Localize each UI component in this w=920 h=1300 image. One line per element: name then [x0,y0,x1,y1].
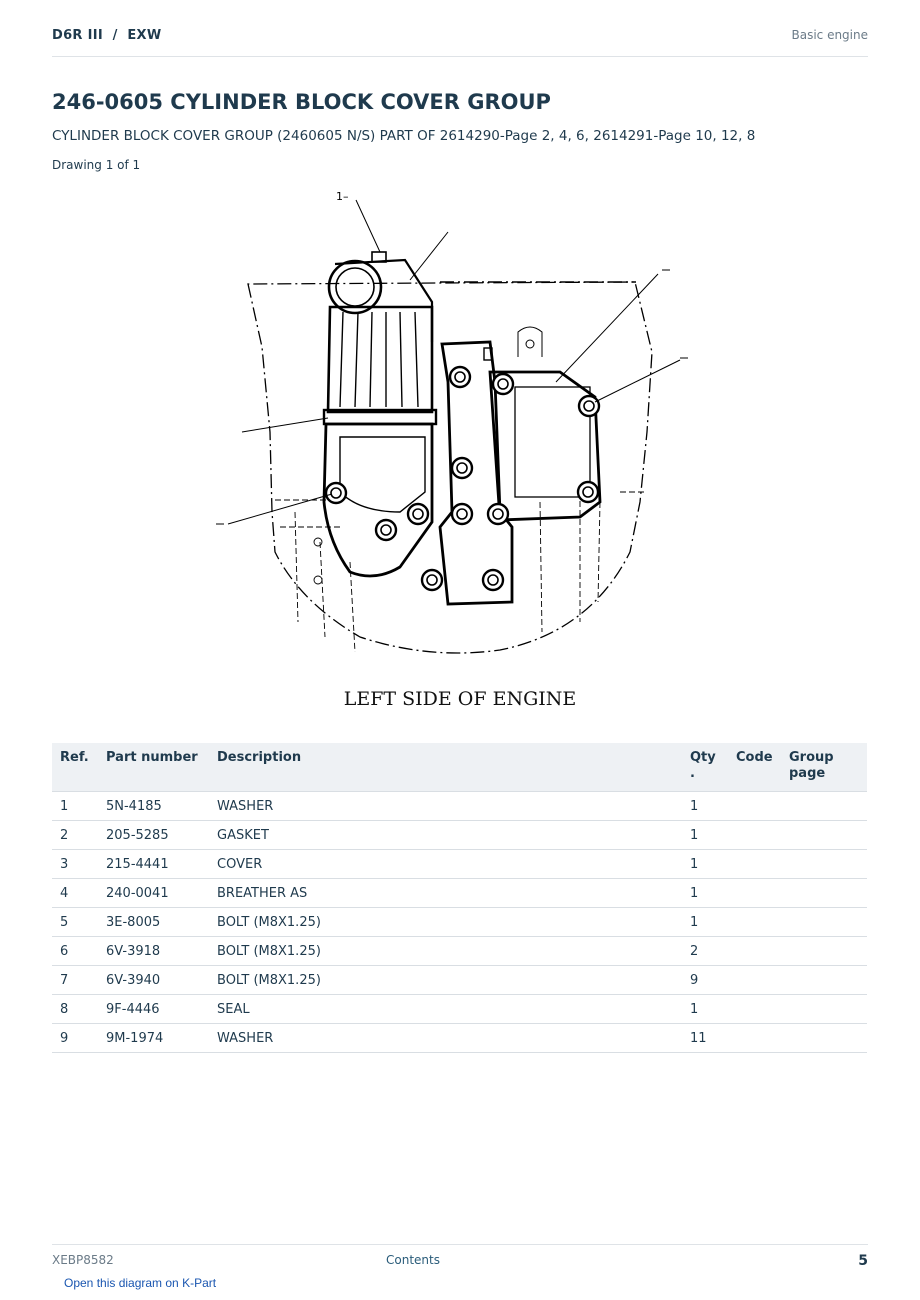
page-title: 246-0605 CYLINDER BLOCK COVER GROUP [52,90,551,114]
cell-qty: 1 [682,792,728,821]
cell-part-number: 240-0041 [98,879,209,908]
table-row [52,850,867,879]
cell-code [728,995,781,1024]
cell-code [728,966,781,995]
page-subtitle: CYLINDER BLOCK COVER GROUP (2460605 N/S) PART OF 2614290-Page 2, 4, 6, 2614291-Page 10, 12, 8 [52,128,756,144]
table-row [52,995,867,1024]
cell-group-page [781,879,867,908]
cell-code [728,792,781,821]
page-header [52,28,868,57]
cell-description: BOLT (M8X1.25) [209,937,682,966]
cell-part-number: 6V-3940 [98,966,209,995]
cell-part-number: 9F-4446 [98,995,209,1024]
cell-code [728,908,781,937]
cell-ref: 4 [52,879,98,908]
cell-group-page [781,821,867,850]
cell-description: SEAL [209,995,682,1024]
cell-group-page [781,908,867,937]
cell-code [728,821,781,850]
col-part-number: Part number [98,743,209,792]
cell-group-page [781,850,867,879]
cell-ref: 7 [52,966,98,995]
col-description: Description [209,743,682,792]
cell-part-number: 205-5285 [98,821,209,850]
col-ref: Ref. [52,743,98,792]
section-name: Basic engine [791,28,868,42]
cell-code [728,937,781,966]
cell-qty: 1 [682,879,728,908]
cell-part-number: 9M-1974 [98,1024,209,1053]
cell-part-number: 215-4441 [98,850,209,879]
cell-qty: 1 [682,995,728,1024]
cell-group-page [781,792,867,821]
cell-ref: 8 [52,995,98,1024]
cell-ref: 3 [52,850,98,879]
cell-part-number: 6V-3918 [98,937,209,966]
table-row [52,966,867,995]
contents-link[interactable]: Contents [386,1253,440,1267]
table-row [52,937,867,966]
cell-group-page [781,1024,867,1053]
table-row [52,908,867,937]
cell-code [728,879,781,908]
cell-description: BOLT (M8X1.25) [209,966,682,995]
kpart-link[interactable]: Open this diagram on K-Part [64,1276,217,1290]
cell-ref: 5 [52,908,98,937]
col-code: Code [728,743,781,792]
cell-qty: 1 [682,821,728,850]
cell-ref: 1 [52,792,98,821]
cell-description: COVER [209,850,682,879]
cell-ref: 9 [52,1024,98,1053]
page-number: 5 [858,1253,868,1269]
breadcrumb: D6R III / EXW [52,28,162,43]
col-qty: Qty . [682,743,728,792]
cell-code [728,1024,781,1053]
cell-qty: 1 [682,908,728,937]
parts-diagram[interactable] [200,182,720,722]
table-row [52,792,867,821]
col-group-page: Group page [781,743,867,792]
page-footer [52,1244,868,1275]
cell-group-page [781,966,867,995]
diagram-caption: LEFT SIDE OF ENGINE [343,688,577,710]
cell-description: WASHER [209,1024,682,1053]
table-row [52,821,867,850]
cell-code [728,850,781,879]
cell-description: WASHER [209,792,682,821]
table-row [52,879,867,908]
document-id: XEBP8582 [52,1253,114,1267]
cell-qty: 2 [682,937,728,966]
cell-group-page [781,937,867,966]
cell-ref: 6 [52,937,98,966]
cell-description: GASKET [209,821,682,850]
cell-part-number: 5N-4185 [98,792,209,821]
table-row [52,1024,867,1053]
cell-description: BREATHER AS [209,879,682,908]
cell-part-number: 3E-8005 [98,908,209,937]
cell-qty: 11 [682,1024,728,1053]
cell-group-page [781,995,867,1024]
drawing-counter: Drawing 1 of 1 [52,158,141,172]
cell-qty: 1 [682,850,728,879]
parts-table [52,743,867,1053]
cell-ref: 2 [52,821,98,850]
cell-qty: 9 [682,966,728,995]
cell-description: BOLT (M8X1.25) [209,908,682,937]
callout-1: 1– [336,190,349,203]
table-header-row [52,743,867,792]
